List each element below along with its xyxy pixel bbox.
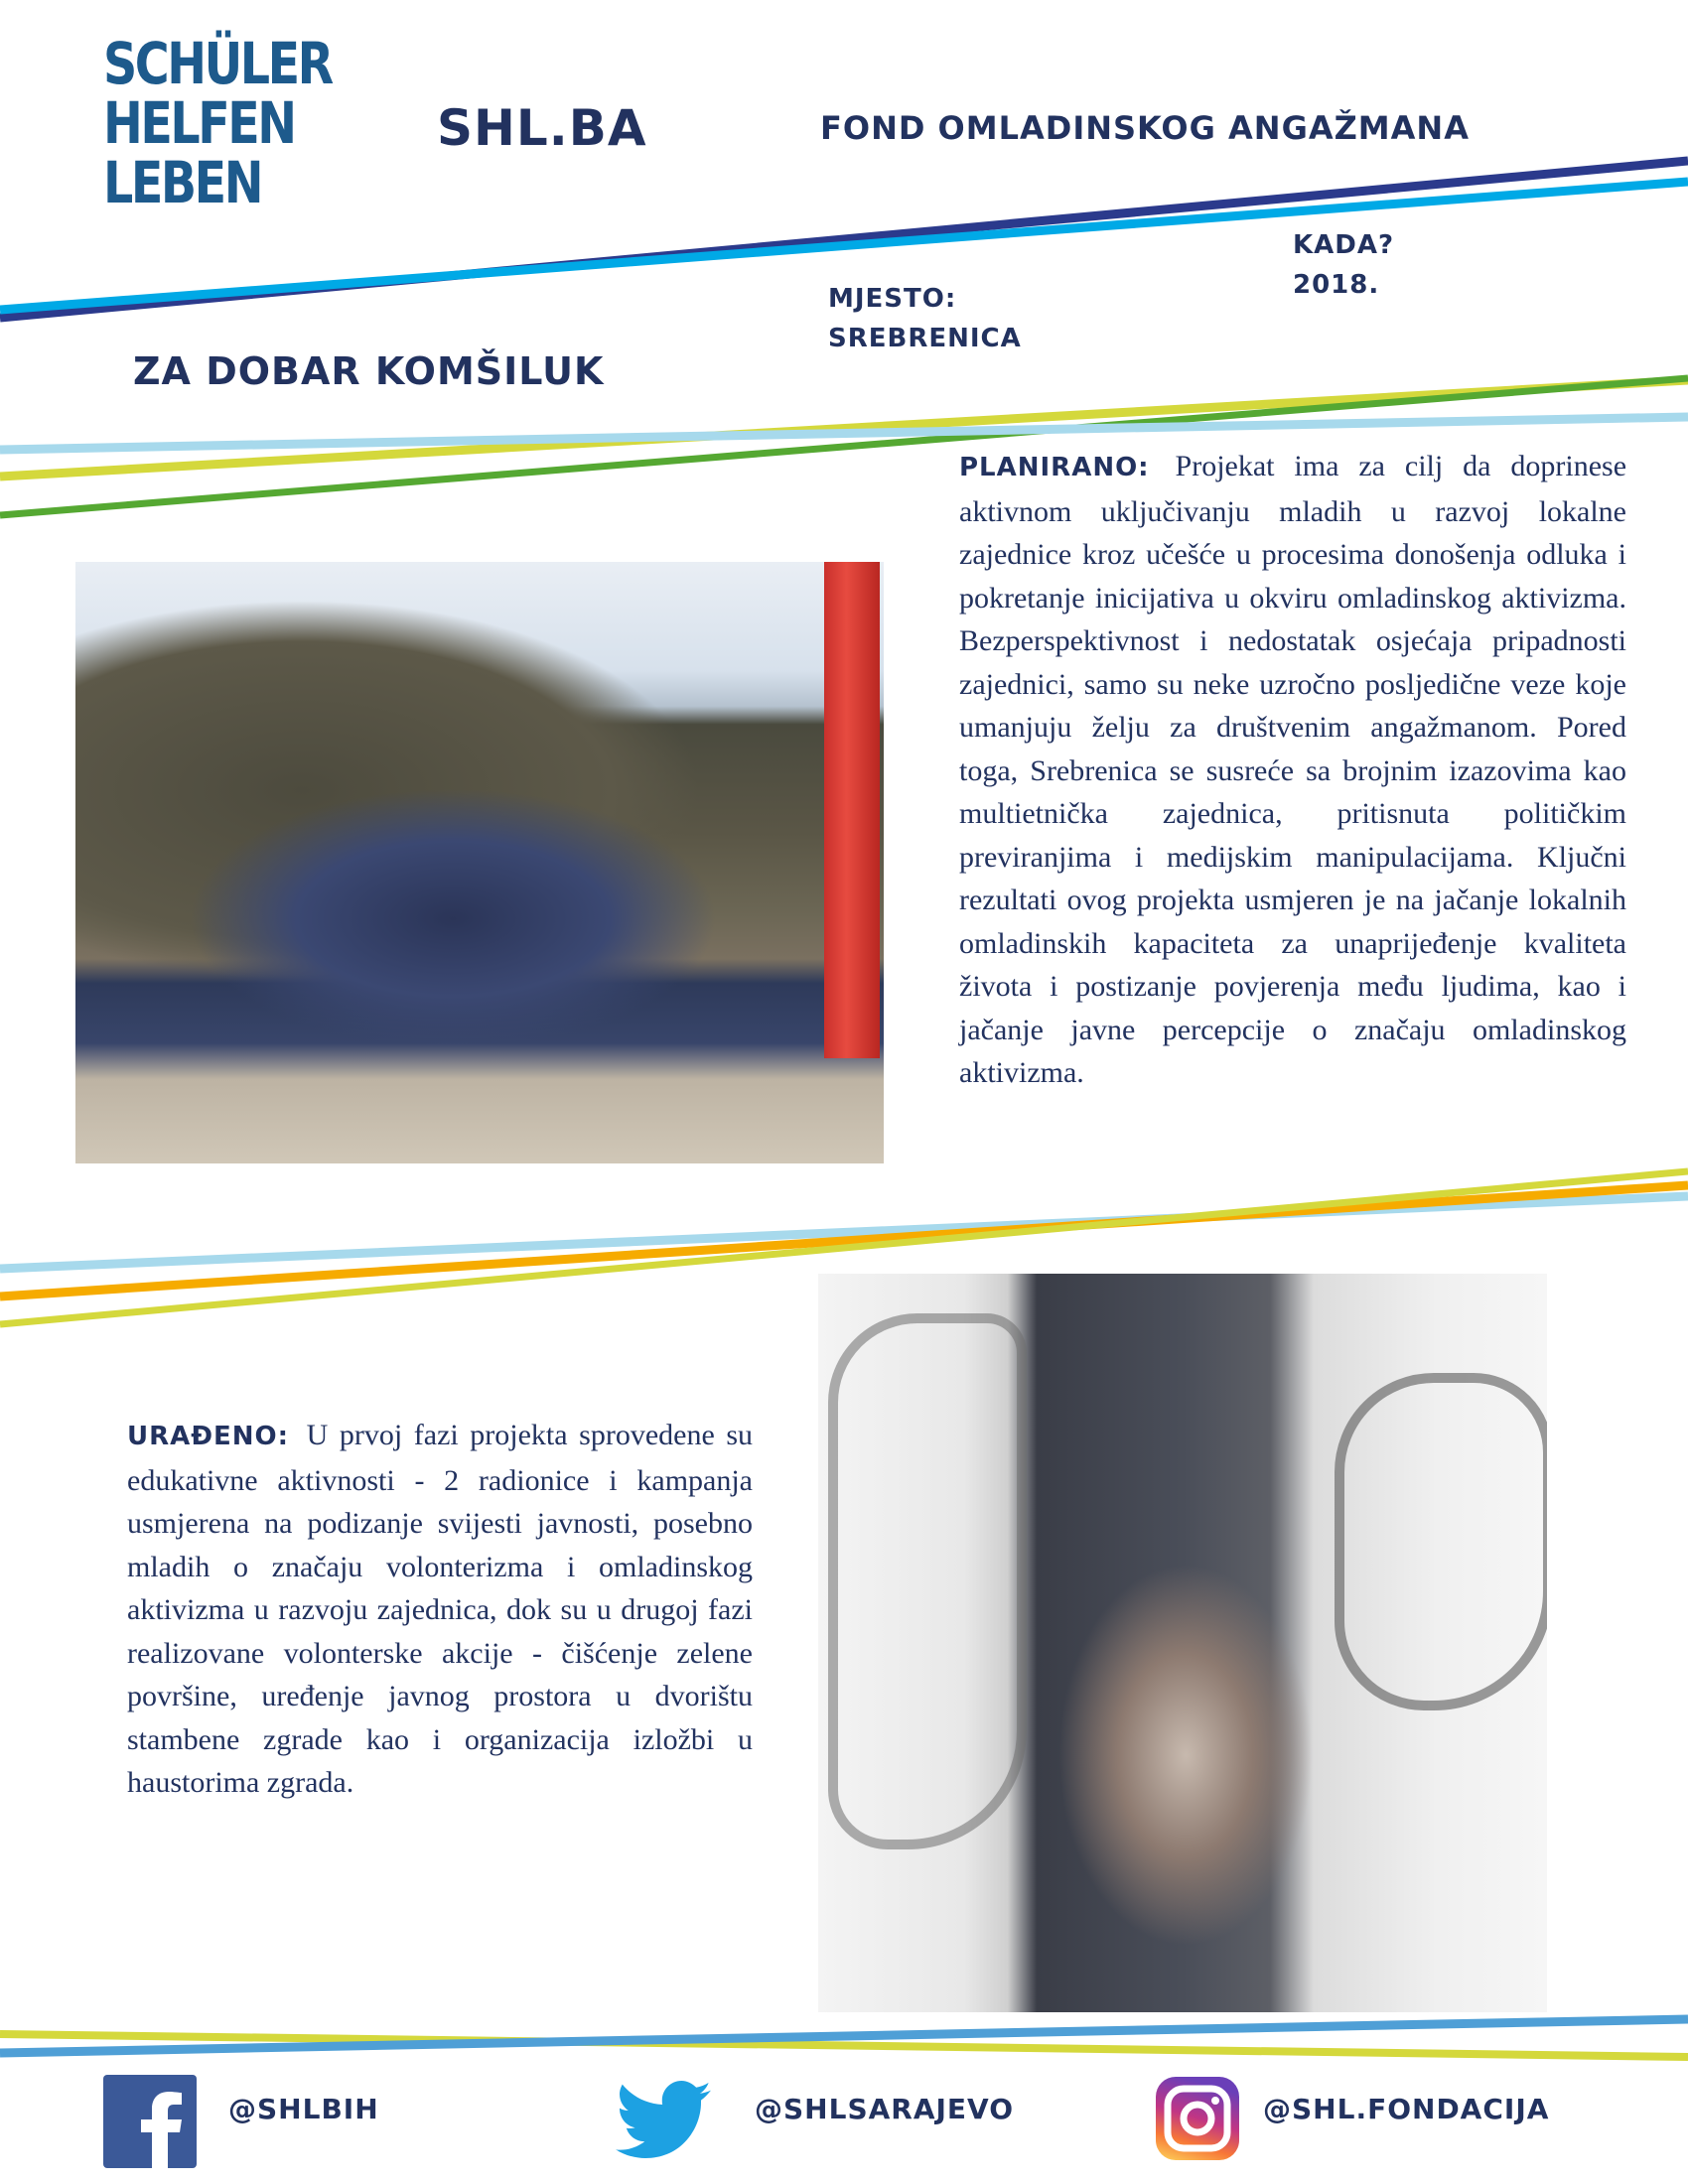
shl-logo [103,30,332,216]
when-label: KADA? [1293,230,1395,260]
instagram-link[interactable] [1156,2077,1239,2160]
twitter-icon [616,2081,711,2160]
logo-line-3: LEBEN [103,149,262,216]
done-label: URAĐENO: [127,1422,290,1451]
project-title: ZA DOBAR KOMŠILUK [133,349,605,393]
planned-label: PLANIRANO: [959,453,1150,482]
instagram-handle[interactable]: @SHL.FONDACIJA [1263,2093,1550,2125]
facebook-link[interactable] [103,2075,197,2168]
done-text: U prvoj fazi projekta sprovedene su edukativne aktivnosti - 2 radionice i kampanja usmjerena na podizanje svijesti javnosti, posebno mladih o značaju volonterizma i omladinskog aktivizma u razvoju zajednica, dok su u drugoj fazi realizovane volonterske akcije - čišćenje zelene površine, uređenje javnog prostora u dvorištu stambene zgrade kao i organizacija izložbi u haustorima zgrada. [127,1419,754,1799]
location-value: SREBRENICA [828,324,1022,353]
location-label: MJESTO: [828,284,957,314]
photo-outdoor-group [75,562,884,1163]
instagram-icon [1156,2077,1239,2160]
graffiti-pillar [824,562,880,1058]
site-name: SHL.BA [437,99,647,157]
planned-section [959,445,1626,1095]
photo-hallway-group [818,1274,1547,2012]
done-section [127,1414,753,1805]
twitter-link[interactable] [616,2081,711,2160]
program-title: FOND OMLADINSKOG ANGAŽMANA [820,109,1470,147]
logo-line-2: HELFEN [103,89,295,157]
when-value: 2018. [1293,270,1380,300]
facebook-handle[interactable]: @SHLBIH [228,2093,379,2125]
facebook-icon [103,2075,197,2168]
logo-line-1: SCHÜLER [103,30,332,97]
planned-text: Projekat ima za cilj da doprinese aktivnom uključivanju mladih u razvoj lokalne zajednice kroz učešće u procesima donošenja odluka i pokretanje inicijativa u okviru omladinskog aktivizma. Bezperspektivnost i nedostatak osjećaja pripadnosti zajednici, samo su neke uzročno posljedične veze koje umanjuju želju za društvenim angažmanom. Pored toga, Srebrenica se susreće sa brojnim izazovima kao multietnička zajednica, pritisnuta političkim previranjima i medijskim manipulacijama. Ključni rezultati ovog projekta usmjeren je na jačanje lokalnih omladinskih kapaciteta za unaprijeđenje kvaliteta života i postizanje povjerenja među ljudima, kao i jačanje javne percepcije o značaju omladinskog aktivizma. [959,450,1627,1089]
twitter-handle[interactable]: @SHLSARAJEVO [755,2093,1015,2125]
